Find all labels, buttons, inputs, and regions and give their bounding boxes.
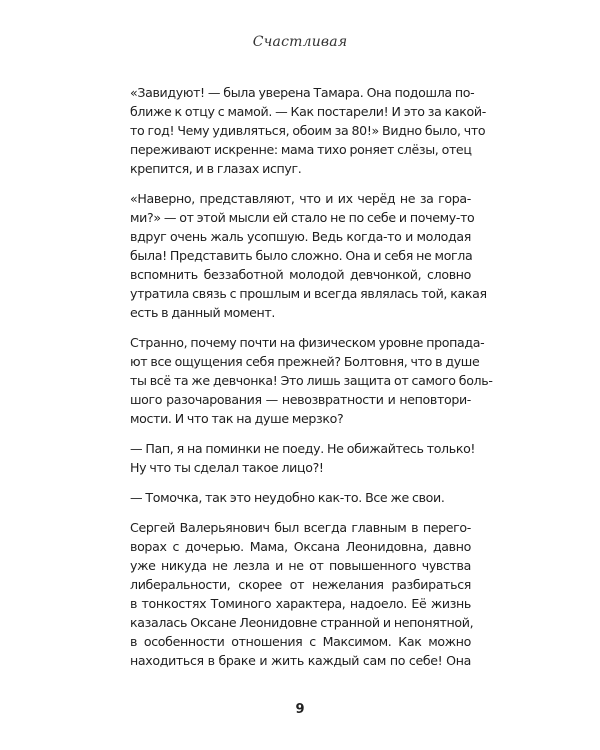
text-line: находиться в браке и жить каждый сам по себе! Она xyxy=(130,653,471,668)
text-line: крепится, и в глазах испуг. xyxy=(130,161,302,176)
text-line: вдруг очень жаль усопшую. Ведь когда-то и молодая xyxy=(130,229,471,244)
paragraph-1 xyxy=(130,83,486,178)
text-line: «Завидуют! — была уверена Тамара. Она подошла по- xyxy=(130,85,475,100)
text-line: есть в данный момент. xyxy=(130,305,276,320)
page-number: 9 xyxy=(295,702,305,717)
text-line: либеральности, скорее от нежелания разбираться xyxy=(130,577,471,592)
text-line: — Пап, я на поминки не поеду. Не обижайтесь только! xyxy=(130,441,476,456)
text-line: уже никуда не лезла и не от повышенного чувства xyxy=(130,558,471,573)
text-line: ты всё та же девчонка! Это лишь защита от самого боль- xyxy=(130,373,493,388)
paragraph-6 xyxy=(130,518,474,670)
text-line: Сергей Валерьянович был всегда главным в перего- xyxy=(130,520,471,535)
text-line: в тонкостях Томиного характера, надоело. Её жизнь xyxy=(130,596,471,611)
text-line: Ну что ты сделал такое лицо?! xyxy=(130,460,324,475)
paragraph-4 xyxy=(130,439,476,477)
text-line: утратила связь с прошлым и всегда являлась той, какая xyxy=(130,286,487,301)
text-line: ми?» — от этой мысли ей стало не по себе и почему-то xyxy=(130,210,475,225)
running-head: Счастливая xyxy=(252,34,348,50)
text-line: то год! Чему удивляться, обоим за 80!» Видно было, что xyxy=(130,123,486,138)
body-text xyxy=(130,83,493,681)
text-line: мости. И что так на душе мерзко? xyxy=(130,411,344,426)
text-line: переживают искренне: мама тихо роняет слёзы, отец xyxy=(130,142,472,157)
text-line: Странно, почему почти на физическом уровне пропада- xyxy=(130,335,485,350)
text-line: казалась Оксане Леонидовне странной и непонятной, xyxy=(130,615,474,630)
text-line: вспомнить беззаботной молодой девчонкой, словно xyxy=(130,267,471,282)
paragraph-5 xyxy=(130,488,471,507)
text-line: в особенности отношения с Максимом. Как можно xyxy=(130,634,471,649)
text-line: была! Представить было сложно. Она и себя не могла xyxy=(130,248,473,263)
paragraph-3 xyxy=(130,333,493,428)
text-line: ближе к отцу с мамой. — Как постарели! И это за какой- xyxy=(130,104,486,119)
text-line: ют все ощущения себя прежней? Болтовня, что в душе xyxy=(130,354,480,369)
paragraph-2 xyxy=(130,189,487,322)
text-line: ворах с дочерью. Мама, Оксана Леонидовна, давно xyxy=(130,539,471,554)
text-line: «Наверно, представляют, что и их черёд не за гора- xyxy=(130,191,471,206)
text-line: шого разочарования — невозвратности и неповтори- xyxy=(130,392,471,407)
text-line: — Томочка, так это неудобно как-то. Все же свои. xyxy=(130,490,445,505)
